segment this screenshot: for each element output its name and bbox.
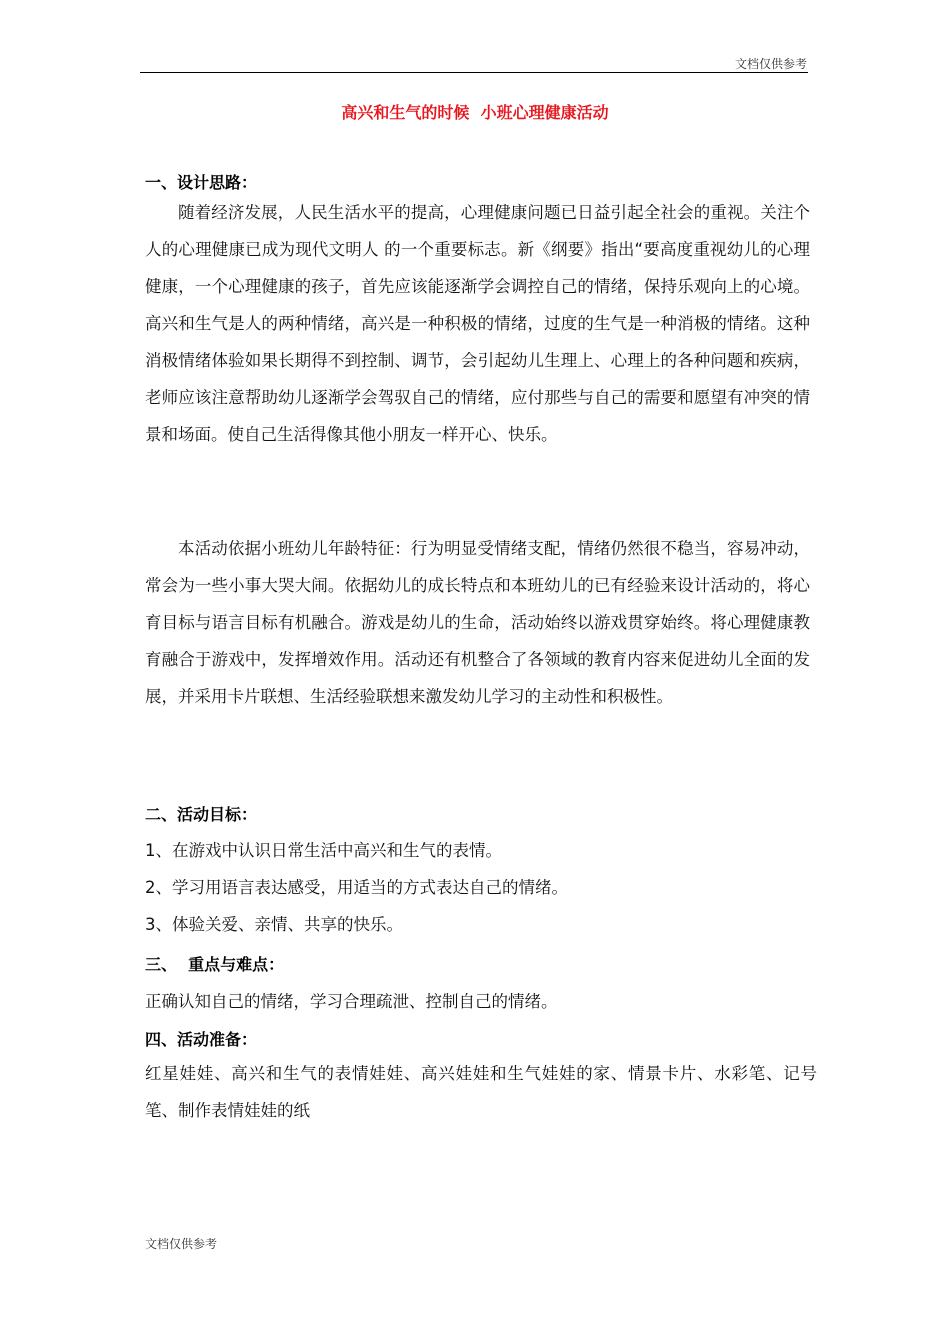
document-title: 高兴和生气的时候 小班心理健康活动 xyxy=(341,103,609,122)
design-paragraph-2: 本活动依据小班幼儿年龄特征：行为明显受情绪支配，情绪仍然很不稳当，容易冲动，常会为一些小事大哭大闹。依据幼儿的成长特点和本班幼儿的已有经验来设计活动的，将心育目标与语言目标有机融合。游戏是幼儿的生命，活动始终以游戏贯穿始终。将心理健康教育融合于游戏中，发挥增效作用。活动还有机整合了各领域的教育内容来促进幼儿全面的发展，并采用卡片联想、生活经验联想来激发幼儿学习的主动性和积极性。 xyxy=(145,539,810,706)
preparation-text: 红星娃娃、高兴和生气的表情娃娃、高兴娃娃和生气娃娃的家、情景卡片、水彩笔、记号笔、制作表情娃娃的纸 xyxy=(145,1064,817,1120)
keypoints-text: 正确认知自己的情绪，学习合理疏泄、控制自己的情绪。 xyxy=(145,992,558,1011)
section-heading-goals: 二、活动目标： xyxy=(145,805,258,824)
goal-item-2: 2、学习用语言表达感受，用适当的方式表达自己的情绪。 xyxy=(145,878,568,897)
header-divider xyxy=(140,72,808,73)
design-paragraph-1: 随着经济发展，人民生活水平的提高，心理健康问题已日益引起全社会的重视。关注个人的心理健康已成为现代文明人 的一个重要标志。新《纲要》指出“要高度重视幼儿的心理健康，一个心理健康的孩子，首先应该能逐渐学会调控自己的情绪，保持乐观向上的心境。高兴和生气是人的两种情绪，高兴是一种积极的情绪，过度的生气是一种消极的情绪。这种消极情绪体验如果长期得不到控制、调节，会引起幼儿生理上、心理上的各种问题和疾病，老师应该注意帮助幼儿逐渐学会驾驭自己的情绪，应付那些与自己的需要和愿望有冲突的情景和场面。使自己生活得像其他小朋友一样开心、快乐。 xyxy=(145,203,810,444)
goal-item-1: 1、在游戏中认识日常生活中高兴和生气的表情。 xyxy=(145,841,502,860)
section-heading-design: 一、设计思路： xyxy=(145,173,258,192)
goal-item-3: 3、体验关爱、亲情、共享的快乐。 xyxy=(145,915,403,934)
section-heading-keypoints: 三、 重点与难点： xyxy=(145,955,285,974)
footer-note: 文档仅供参考 xyxy=(145,1237,218,1251)
header-note: 文档仅供参考 xyxy=(734,57,807,71)
section-heading-preparation: 四、活动准备： xyxy=(145,1030,258,1049)
